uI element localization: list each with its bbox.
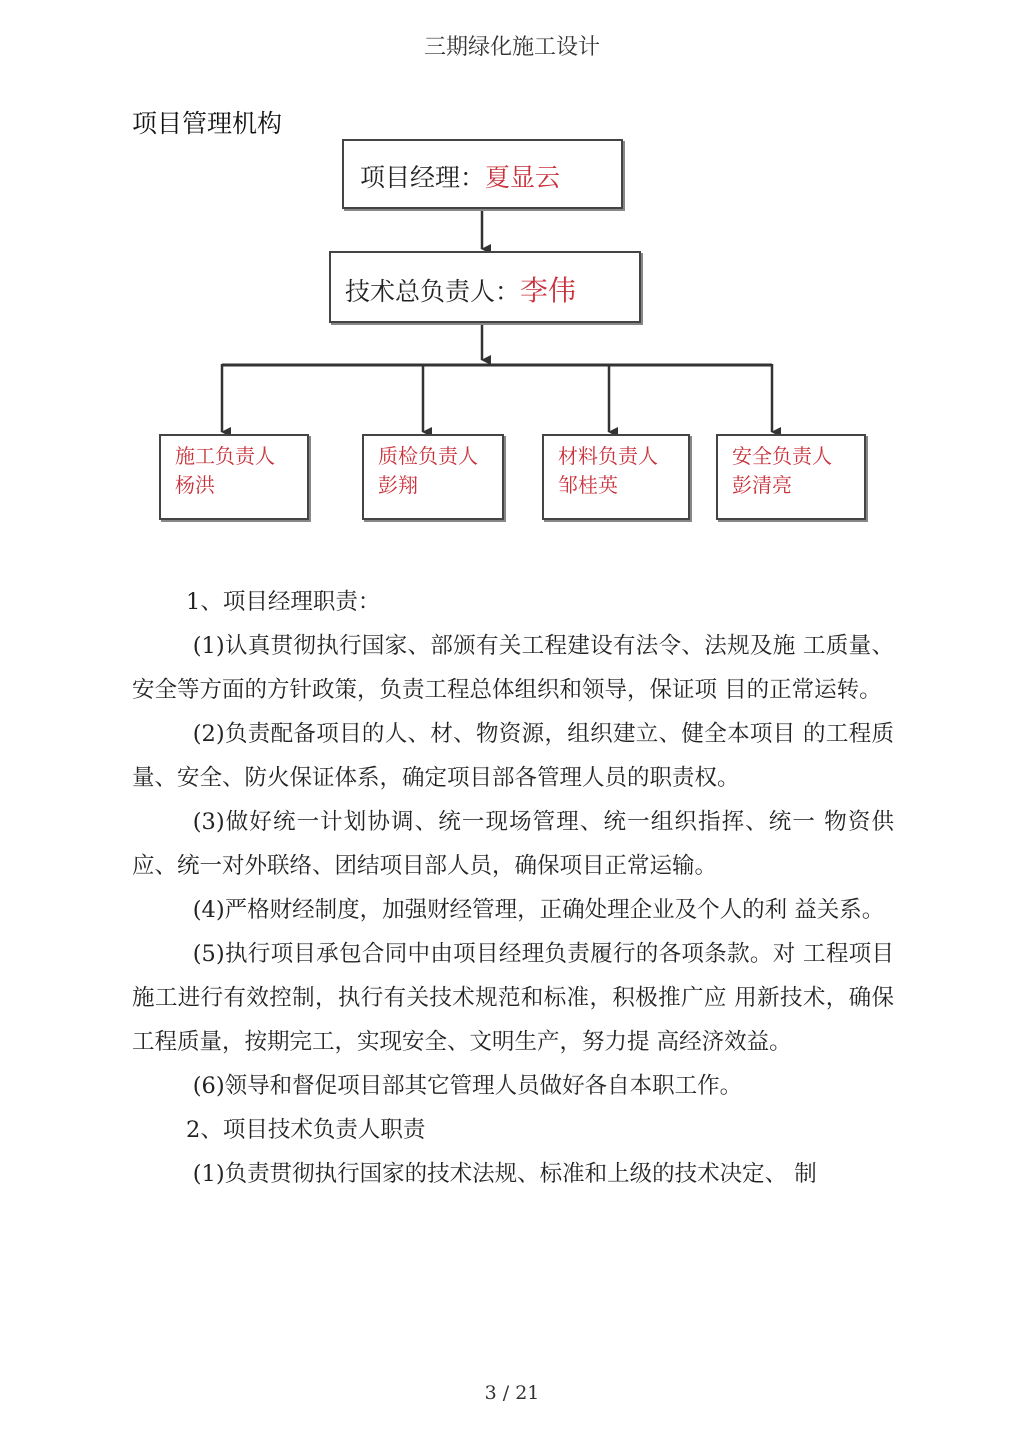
sub-role: 材料负责人 bbox=[558, 444, 658, 468]
heading-manager-duties: 1、项目经理职责： bbox=[186, 589, 381, 615]
sub-role: 施工负责人 bbox=[175, 444, 275, 468]
heading-tech-lead-duties: 2、项目技术负责人职责 bbox=[186, 1117, 426, 1143]
manager-name: 夏显云 bbox=[485, 163, 561, 192]
page-header: 三期绿化施工设计 bbox=[423, 35, 600, 60]
paragraph: (6)领导和督促项目部其它管理人员做好各自本职工作。 bbox=[192, 1073, 743, 1099]
org-box-safety-lead bbox=[716, 434, 866, 520]
body-text bbox=[132, 580, 894, 1196]
org-box-project-manager bbox=[342, 139, 623, 209]
section-title: 项目管理机构 bbox=[132, 109, 283, 138]
page-number: 3 / 21 bbox=[484, 1382, 540, 1404]
paragraph: (4)严格财经制度，加强财经管理，正确处理企业及个人的利 益关系。 bbox=[192, 897, 885, 923]
tech-lead-label: 技术总负责人： bbox=[345, 277, 521, 306]
org-box-materials-lead bbox=[542, 434, 690, 520]
tech-lead-name: 李伟 bbox=[520, 274, 577, 307]
org-box-construction-lead bbox=[159, 434, 309, 520]
sub-name: 彭清亮 bbox=[732, 473, 792, 497]
paragraph: (5)执行项目承包合同中由项目经理负责履行的各项条款。对 工程项目施工进行有效控制，执行有关技术规范和标准，积极推广应 用新技术，确保工程质量，按期完工，实现安全、文明生产，努力提 高经济效益。 bbox=[132, 941, 894, 1055]
sub-name: 邹桂英 bbox=[558, 473, 618, 497]
paragraph: (1)负责贯彻执行国家的技术法规、标准和上级的技术决定、 制 bbox=[192, 1161, 817, 1187]
sub-name: 杨洪 bbox=[175, 473, 215, 497]
sub-name: 彭翔 bbox=[378, 473, 418, 497]
org-box-tech-lead bbox=[329, 251, 641, 323]
manager-label: 项目经理： bbox=[360, 163, 486, 192]
sub-role: 质检负责人 bbox=[378, 444, 478, 468]
paragraph: (1)认真贯彻执行国家、部颁有关工程建设有法令、法规及施 工质量、安全等方面的方针政策，负责工程总体组织和领导，保证项 目的正常运转。 bbox=[132, 633, 894, 703]
paragraph: (2)负责配备项目的人、材、物资源，组织建立、健全本项目 的工程质量、安全、防火保证体系，确定项目部各管理人员的职责权。 bbox=[132, 721, 894, 791]
paragraph: (3)做好统一计划协调、统一现场管理、统一组织指挥、统一 物资供应、统一对外联络、团结项目部人员，确保项目正常运输。 bbox=[132, 809, 894, 879]
sub-role: 安全负责人 bbox=[732, 444, 832, 468]
org-box-quality-lead bbox=[362, 434, 504, 520]
